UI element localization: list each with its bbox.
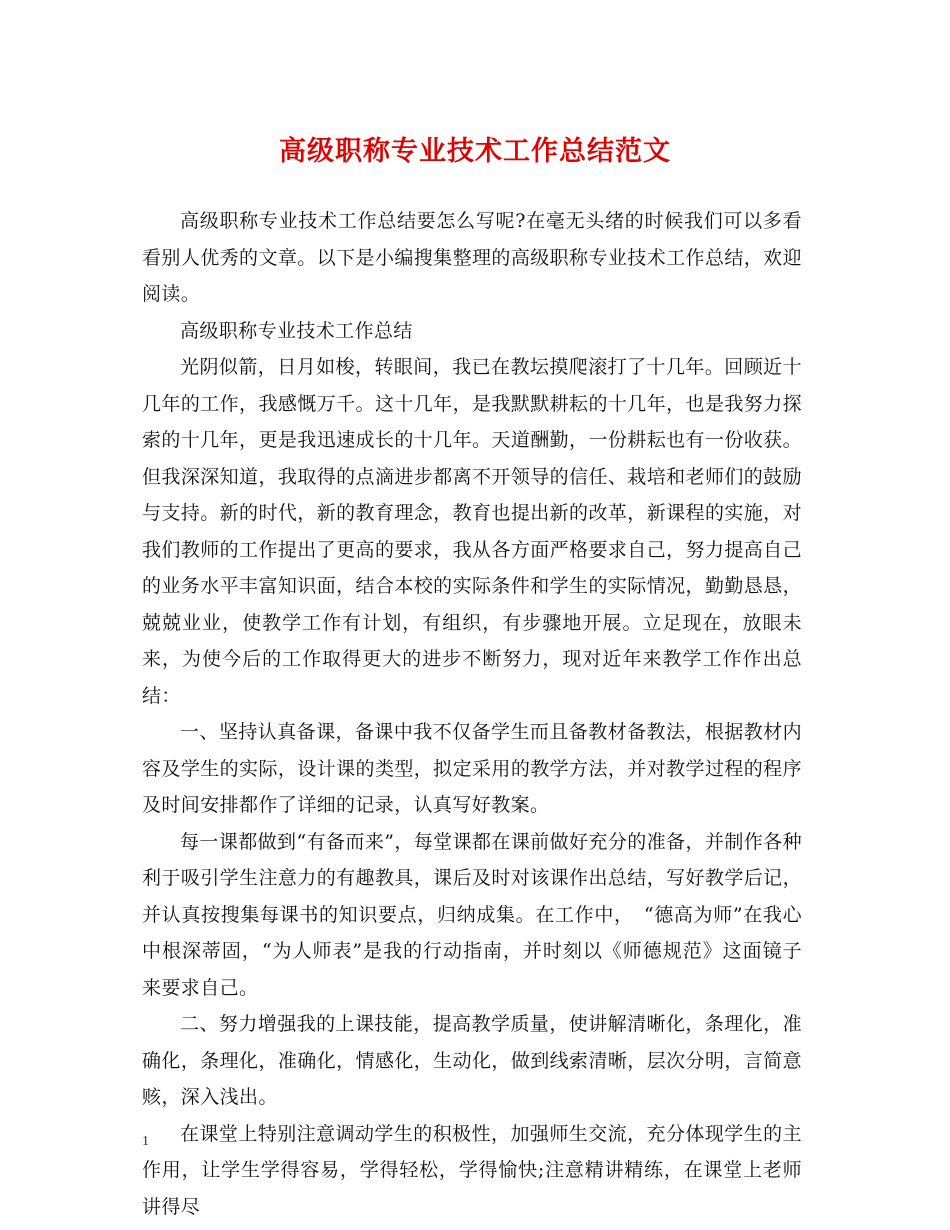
paragraph-subtitle: 高级职称专业技术工作总结 (180, 319, 413, 342)
paragraph-section-2: 二、努力增强我的上课技能，提高教学质量，使讲解清晰化，条理化，准确化，条理化，准确化，情感化，生动化，做到线索清晰，层次分明，言简意赅，深入浅出。 (142, 1013, 802, 1108)
paragraph-intro: 高级职称专业技术工作总结要怎么写呢?在毫无头绪的时候我们可以多看看别人优秀的文章。以下是小编搜集整理的高级职称专业技术工作总结，欢迎阅读。 (142, 210, 802, 305)
paragraph-classroom: 在课堂上特别注意调动学生的积极性，加强师生交流，充分体现学生的主作用，让学生学得容易，学得轻松，学得愉快;注意精讲精练，在课堂上老师讲得尽 (142, 1122, 802, 1218)
document-body (142, 203, 802, 1225)
paragraph-preparation: 每一课都做到“有备而来”，每堂课都在课前做好充分的准备，并制作各种利于吸引学生注意力的有趣教具，课后及时对该课作出总结，写好教学后记，并认真按搜集每课书的知识要点，归纳成集。在工作中， “德高为师”在我心中根深蒂固，“为人师表”是我的行动指南，并时刻以《师德规范》这面镜子来要求自己。 (142, 830, 802, 999)
page-number: 1 (142, 1134, 149, 1149)
document-title: 高级职称专业技术工作总结范文 (279, 136, 671, 167)
paragraph-section-1: 一、坚持认真备课，备课中我不仅备学生而且备教材备教法，根据教材内容及学生的实际，设计课的类型，拟定采用的教学方法，并对教学过程的程序及时间安排都作了详细的记录，认真写好教案。 (142, 721, 802, 816)
paragraph-overview: 光阴似箭，日月如梭，转眼间，我已在教坛摸爬滚打了十几年。回顾近十几年的工作，我感慨万千。这十几年，是我默默耕耘的十几年，也是我努力探索的十几年，更是我迅速成长的十几年。天道酬勤，一份耕耘也有一份收获。但我深深知道，我取得的点滴进步都离不开领导的信任、栽培和老师们的鼓励与支持。新的时代，新的教育理念，教育也提出新的改革，新课程的实施，对我们教师的工作提出了更高的要求，我从各方面严格要求自己，努力提高自己的业务水平丰富知识面，结合本校的实际条件和学生的实际情况，勤勤恳恳，兢兢业业，使教学工作有计划，有组织，有步骤地开展。立足现在，放眼未来，为使今后的工作取得更大的进步不断努力，现对近年来教学工作作出总结： (142, 356, 802, 707)
